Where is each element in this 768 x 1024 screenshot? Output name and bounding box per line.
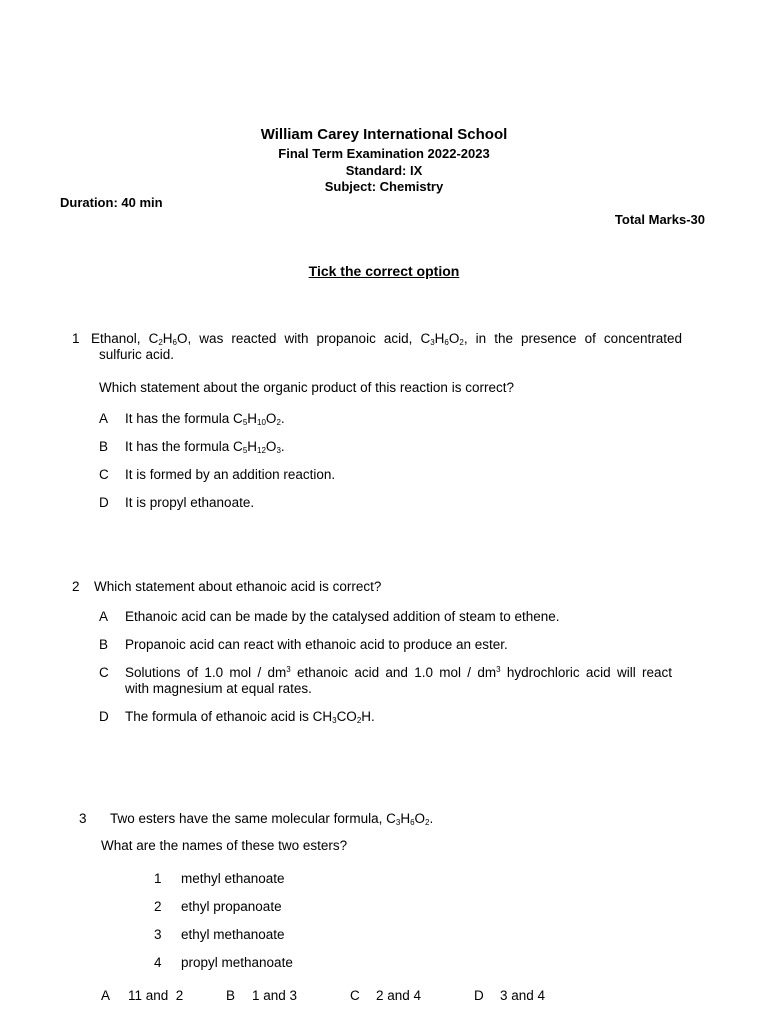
q1-option-b-letter[interactable]: B	[99, 439, 109, 454]
standard-label: Standard: IX	[345, 163, 423, 178]
q2-option-a-text[interactable]: Ethanoic acid can be made by the catalysed addition of steam to ethene.	[125, 609, 560, 624]
q1-option-d-text[interactable]: It is propyl ethanoate.	[125, 495, 255, 510]
q3-option-c-text[interactable]: 2 and 4	[376, 988, 422, 1003]
q2-option-c-letter[interactable]: C	[99, 665, 109, 680]
q3-option-a-text[interactable]: 11 and 2	[128, 988, 184, 1003]
q1-option-c-text[interactable]: It is formed by an addition reaction.	[125, 467, 336, 482]
school-name: William Carey International School	[260, 126, 508, 143]
q2-option-b-letter[interactable]: B	[99, 637, 109, 652]
subject-label: Subject: Chemistry	[324, 179, 444, 194]
q3-item-2-text: ethyl propanoate	[181, 899, 282, 914]
q2-option-b-text[interactable]: Propanoic acid can react with ethanoic acid to produce an ester.	[125, 637, 508, 652]
question-1-prompt: Which statement about the organic product of this reaction is correct?	[99, 380, 514, 395]
q2-option-c-text[interactable]: Solutions of 1.0 mol / $dm^3$ ethanoic acid and 1.0 mol / $dm^3$ hydrochloric acid will react	[125, 665, 673, 680]
total-marks-label: Total Marks-30	[614, 212, 705, 227]
question-3-prompt: What are the names of these two esters?	[101, 838, 348, 853]
q3-item-3-text: ethyl methanoate	[181, 927, 285, 942]
q1-option-c-letter[interactable]: C	[99, 467, 109, 482]
q3-item-4-number: 4	[154, 955, 162, 970]
q3-item-3-number: 3	[154, 927, 162, 942]
question-1-stem-cont: sulfuric acid.	[99, 347, 175, 362]
q3-item-1-number: 1	[154, 871, 162, 886]
q2-option-d-letter[interactable]: D	[99, 709, 109, 724]
q1-option-d-letter[interactable]: D	[99, 495, 109, 510]
instruction-heading: Tick the correct option	[308, 263, 460, 279]
q3-option-a-letter[interactable]: A	[101, 988, 111, 1003]
q2-option-c-text-cont[interactable]: with magnesium at equal rates.	[125, 681, 312, 696]
exam-title: Final Term Examination 2022-2023	[278, 146, 490, 161]
q3-item-2-number: 2	[154, 899, 162, 914]
q3-item-4-text: propyl methanoate	[181, 955, 293, 970]
q3-option-b-letter[interactable]: B	[226, 988, 236, 1003]
question-2-number: 2	[72, 579, 80, 594]
duration-label: Duration: 40 min	[60, 195, 163, 210]
q2-option-a-letter[interactable]: A	[99, 609, 109, 624]
question-3-stem: Two esters have the same molecular formula, $C_3H_6O_2$.	[110, 811, 434, 827]
question-1-number: 1	[72, 331, 80, 346]
q3-option-c-letter[interactable]: C	[350, 988, 360, 1003]
q1-option-a-letter[interactable]: A	[99, 411, 109, 426]
question-2-stem: Which statement about ethanoic acid is correct?	[94, 579, 382, 594]
q2-option-d-text[interactable]: The formula of ethanoic acid is $CH_3CO_2H$.	[125, 709, 375, 725]
q3-option-b-text[interactable]: 1 and 3	[252, 988, 298, 1003]
q3-item-1-text: methyl ethanoate	[181, 871, 285, 886]
question-1-stem: Ethanol, $C_2H_6O$, was reacted with propanoic acid, $C_3H_6O_2$, in the presence of concentrated	[91, 331, 682, 347]
q1-option-a-text[interactable]: It has the formula $C_5H_{10}O_2$.	[125, 411, 285, 427]
question-3-number: 3	[79, 811, 87, 826]
q3-option-d-letter[interactable]: D	[474, 988, 484, 1003]
q3-option-d-text[interactable]: 3 and 4	[500, 988, 546, 1003]
q1-option-b-text[interactable]: It has the formula $C_5H_{12}O_3$.	[125, 439, 285, 455]
